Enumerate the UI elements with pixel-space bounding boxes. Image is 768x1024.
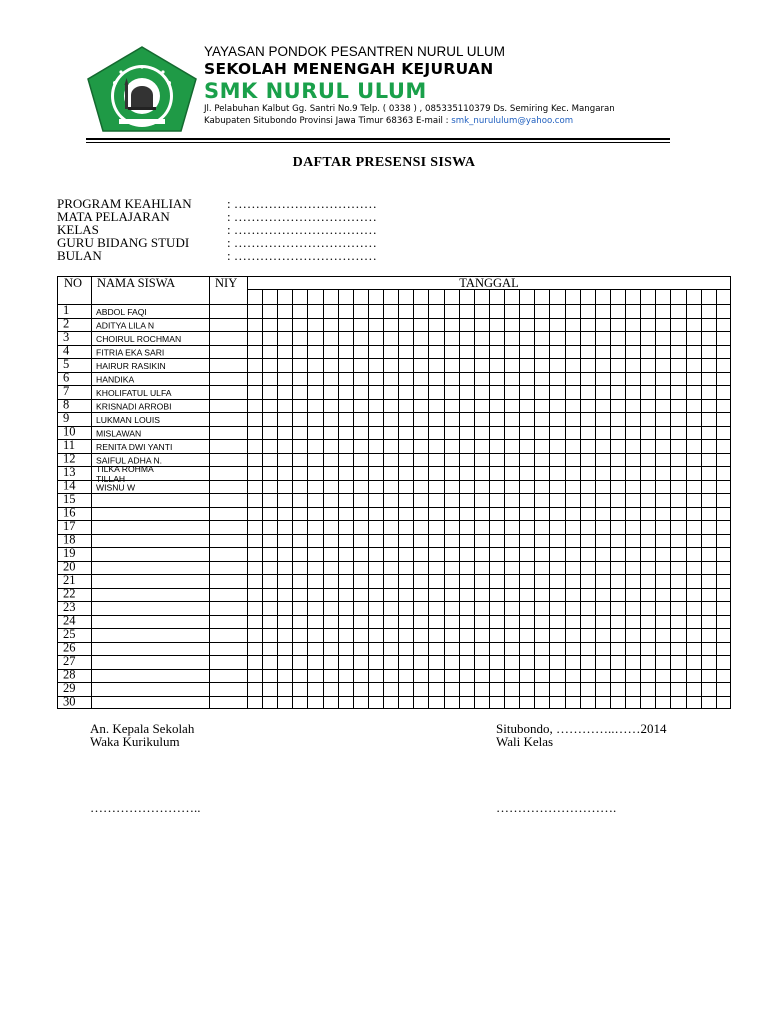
student-name-line-1: TILKA ROHMA	[96, 464, 154, 474]
row-number: 18	[63, 532, 76, 547]
row-number: 26	[63, 640, 76, 655]
row-number: 25	[63, 627, 76, 641]
field-blank: : ……………………………	[227, 222, 377, 237]
row-number: 30	[63, 694, 76, 709]
row-number: 8	[63, 397, 70, 412]
header-tanggal: TANGGAL	[459, 276, 519, 290]
signatory-right-role: Wali Kelas	[496, 734, 554, 749]
row-number: 19	[63, 546, 76, 560]
student-name: ADITYA LILA N	[96, 320, 155, 331]
field-bulan	[57, 249, 377, 262]
student-name: KRISNADI ARROBI	[96, 401, 172, 412]
student-name: KHOLIFATUL ULFA	[96, 388, 172, 398]
row-number: 11	[63, 438, 76, 452]
student-name: WISNU W	[96, 482, 136, 493]
row-number: 27	[63, 654, 76, 668]
row-number: 2	[63, 316, 70, 331]
row-number: 28	[63, 667, 76, 682]
student-name-line-2: TILLAH	[96, 474, 126, 484]
row-number: 6	[63, 370, 70, 385]
row-number: 9	[63, 411, 70, 425]
row-number: 14	[63, 478, 76, 493]
header-niy: NIY	[215, 276, 238, 290]
attendance-table	[57, 276, 731, 709]
student-name: SAIFUL ADHA N.	[96, 455, 163, 466]
row-number: 20	[63, 559, 76, 574]
field-label: GURU BIDANG STUDI	[57, 235, 190, 250]
header-divider-thick	[86, 138, 670, 140]
field-blank: : ……………………………	[227, 235, 377, 250]
document-title: DAFTAR PRESENSI SISWA	[292, 155, 476, 170]
row-number: 5	[63, 357, 70, 371]
field-label: MATA PELAJARAN	[57, 209, 170, 224]
student-name: HAIRUR RASIKIN	[96, 361, 166, 371]
row-number: 1	[63, 303, 70, 317]
row-number: 17	[63, 519, 76, 533]
field-blank: : ……………………………	[227, 248, 377, 263]
student-name: ABDOL FAQI	[96, 307, 147, 317]
address-region: Kabupaten Situbondo Provinsi Jawa Timur 68363 E-mail :	[204, 116, 452, 126]
row-number: 3	[63, 330, 70, 344]
school-name: SMK NURUL ULUM	[204, 79, 427, 103]
signatory-left-role: Waka Kurikulum	[90, 734, 180, 749]
signature-line-right: ……………………….	[496, 800, 617, 815]
field-blank: : ……………………………	[227, 196, 377, 211]
row-number: 23	[63, 600, 76, 614]
school-address-line-1: Jl. Pelabuhan Kalbut Gg. Santri No.9 Telp. ( 0338 ) , 085335110379 Ds. Semiring Kec. Mangaran	[204, 104, 615, 114]
row-number: 10	[63, 424, 76, 439]
school-email-link[interactable]: smk_nurululum@yahoo.com	[451, 116, 574, 126]
row-number: 7	[63, 384, 70, 398]
header-no: NO	[64, 276, 83, 290]
row-number: 24	[63, 613, 76, 628]
school-type: SEKOLAH MENENGAH KEJURUAN	[204, 60, 494, 78]
school-emblem-icon	[85, 45, 199, 133]
foundation-name: YAYASAN PONDOK PESANTREN NURUL ULUM	[204, 44, 506, 59]
signing-place-date: Situbondo, …………..……2014	[496, 721, 667, 736]
field-label: KELAS	[57, 222, 99, 237]
student-name: RENITA DWI YANTI	[96, 442, 173, 452]
student-name: LUKMAN LOUIS	[96, 415, 160, 425]
row-number: 12	[63, 451, 76, 466]
student-name: CHOIRUL ROCHMAN	[96, 334, 182, 344]
row-number: 16	[63, 505, 76, 520]
student-name: HANDIKA	[96, 374, 135, 385]
signatory-left-title: An. Kepala Sekolah	[90, 721, 195, 736]
header-student-name: NAMA SISWA	[97, 276, 176, 290]
row-number: 4	[63, 343, 70, 358]
row-number: 15	[63, 492, 76, 506]
field-blank: : ……………………………	[227, 209, 377, 224]
field-label: PROGRAM KEAHLIAN	[57, 196, 192, 211]
row-number: 29	[63, 681, 76, 695]
school-address-line-2	[204, 116, 573, 126]
row-number: 13	[63, 465, 76, 479]
student-name: MISLAWAN	[96, 428, 142, 439]
header-divider-thin	[86, 142, 670, 143]
row-number: 21	[63, 573, 76, 587]
field-label: BULAN	[57, 248, 102, 263]
student-name: FITRIA EKA SARI	[96, 347, 165, 358]
signature-line-left: ……………………..	[90, 800, 201, 815]
row-number: 22	[63, 586, 76, 601]
